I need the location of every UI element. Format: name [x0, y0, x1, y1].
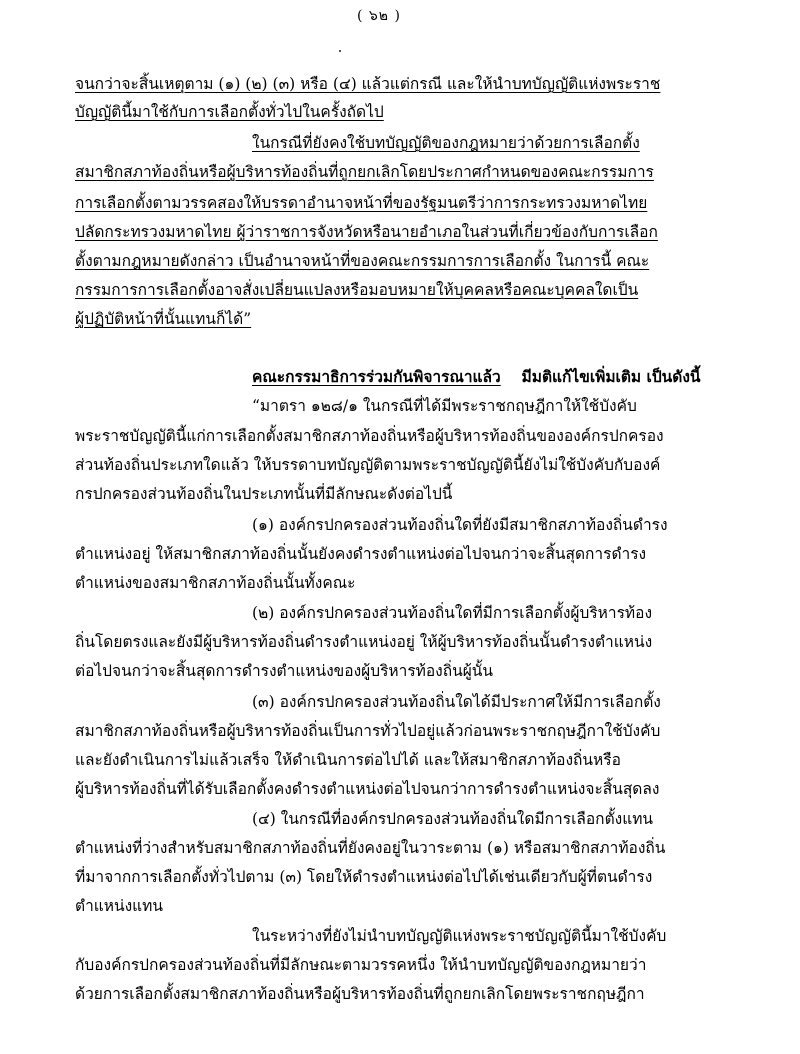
amended-line: ในกรณีที่ยังคงใช้บทบัญญัติของกฎหมายว่าด้วยการเลือกตั้ง	[252, 134, 640, 152]
amended-line: ตั้งตามกฎหมายดังกล่าว เป็นอำนาจหน้าที่ของคณะกรรมการการเลือกตั้ง ในการนี้ คณะ	[75, 252, 650, 270]
amended-line: กรรมการการเลือกตั้งอาจสั่งเปลี่ยนแปลงหรือมอบหมายให้บุคคลหรือคณะบุคคลใดเป็น	[75, 281, 639, 299]
body-line: สมาชิกสภาท้องถิ่นหรือผู้บริหารท้องถิ่นเป็นการทั่วไปอยู่แล้วก่อนพระราชกฤษฎีกาใช้บังคับ	[75, 722, 661, 740]
body-line: ตำแหน่งของสมาชิกสภาท้องถิ่นนั้นทั้งคณะ	[75, 574, 356, 592]
amended-line: จนกว่าจะสิ้นเหตุตาม (๑) (๒) (๓) หรือ (๔) แล้วแต่กรณี และให้นำบทบัญญัติแห่งพระราช	[75, 75, 661, 93]
committee-heading-line	[252, 367, 701, 387]
amended-line: บัญญัตินี้มาใช้กับการเลือกตั้งทั่วไปในครั้งถัดไป	[75, 103, 384, 121]
body-line: ถิ่นโดยตรงและยังมีผู้บริหารท้องถิ่นดำรงตำแหน่งอยู่ ให้ผู้บริหารท้องถิ่นนั้นดำรงตำแหน่ง	[75, 633, 653, 651]
body-line: ที่มาจากการเลือกตั้งทั่วไปตาม (๓) โดยให้ดำรงตำแหน่งต่อไปได้เช่นเดียวกับผู้ที่ตนดำรง	[75, 868, 653, 886]
scan-speck	[339, 50, 341, 52]
body-line: ด้วยการเลือกตั้งสมาชิกสภาท้องถิ่นหรือผู้บริหารท้องถิ่นที่ถูกยกเลิกโดยพระราชกฤษฎีกา	[75, 985, 645, 1003]
body-line: และยังดำเนินการไม่แล้วเสร็จ ให้ดำเนินการต่อไปได้ และให้สมาชิกสภาท้องถิ่นหรือ	[75, 751, 621, 769]
committee-result: มีมติแก้ไขเพิ่มเติม เป็นดังนี้	[521, 367, 701, 386]
clause-4-line: (๔) ในกรณีที่องค์กรปกครองส่วนท้องถิ่นใดมีการเลือกตั้งแทน	[252, 810, 654, 828]
amended-line: ผู้ปฏิบัติหน้าที่นั้นแทนก็ได้”	[75, 310, 252, 328]
body-line: ต่อไปจนกว่าจะสิ้นสุดการดำรงตำแหน่งของผู้บริหารท้องถิ่นผู้นั้น	[75, 662, 494, 680]
clause-2-line: (๒) องค์กรปกครองส่วนท้องถิ่นใดที่มีการเลือกตั้งผู้บริหารท้อง	[252, 604, 653, 622]
body-line: ตำแหน่งแทน	[75, 897, 163, 915]
amended-line: สมาชิกสภาท้องถิ่นหรือผู้บริหารท้องถิ่นที่ถูกยกเลิกโดยประกาศกำหนดของคณะกรรมการ	[75, 163, 654, 181]
body-line: ตำแหน่งที่ว่างสำหรับสมาชิกสภาท้องถิ่นที่ยังคงอยู่ในวาระตาม (๑) หรือสมาชิกสภาท้องถิ่น	[75, 839, 666, 857]
page-number: ( ๖๒ )	[357, 8, 401, 24]
body-line: ผู้บริหารท้องถิ่นที่ได้รับเลือกตั้งคงดำรงตำแหน่งต่อไปจนกว่าการดำรงตำแหน่งจะสิ้นสุดลง	[75, 780, 660, 798]
clause-1-line: (๑) องค์กรปกครองส่วนท้องถิ่นใดที่ยังมีสมาชิกสภาท้องถิ่นดำรง	[252, 516, 668, 534]
body-line: “มาตรา ๑๒๘/๑ ในกรณีที่ได้มีพระราชกฤษฎีกาให้ใช้บังคับ	[252, 397, 637, 415]
body-line: กรปกครองส่วนท้องถิ่นในประเภทนั้นที่มีลักษณะดังต่อไปนี้	[75, 485, 453, 503]
committee-heading: คณะกรรมาธิการร่วมกันพิจารณาแล้ว	[252, 367, 501, 386]
clause-3-line: (๓) องค์กรปกครองส่วนท้องถิ่นใดได้มีประกาศให้มีการเลือกตั้ง	[252, 693, 661, 711]
body-line: ส่วนท้องถิ่นประเภทใดแล้ว ให้บรรดาบทบัญญัติตามพระราชบัญญัตินี้ยังไม่ใช้บังคับกับองค์	[75, 456, 661, 474]
amended-line: ปลัดกระทรวงมหาดไทย ผู้ว่าราชการจังหวัดหรือนายอำเภอในส่วนที่เกี่ยวข้องกับการเลือก	[75, 223, 658, 241]
amended-line: การเลือกตั้งตามวรรคสองให้บรรดาอำนาจหน้าที่ของรัฐมนตรีว่าการกระทรวงมหาดไทย	[75, 194, 648, 212]
body-line: ตำแหน่งอยู่ ให้สมาชิกสภาท้องถิ่นนั้นยังคงดำรงตำแหน่งต่อไปจนกว่าจะสิ้นสุดการดำรง	[75, 545, 647, 563]
body-line: กับองค์กรปกครองส่วนท้องถิ่นที่มีลักษณะตามวรรคหนึ่ง ให้นำบทบัญญัติของกฎหมายว่า	[75, 956, 647, 974]
paragraph-2-line: ในระหว่างที่ยังไม่นำบทบัญญัติแห่งพระราชบัญญัตินี้มาใช้บังคับ	[252, 927, 667, 945]
body-line: พระราชบัญญัตินี้แก่การเลือกตั้งสมาชิกสภาท้องถิ่นหรือผู้บริหารท้องถิ่นขององค์กรปกครอง	[75, 427, 664, 445]
